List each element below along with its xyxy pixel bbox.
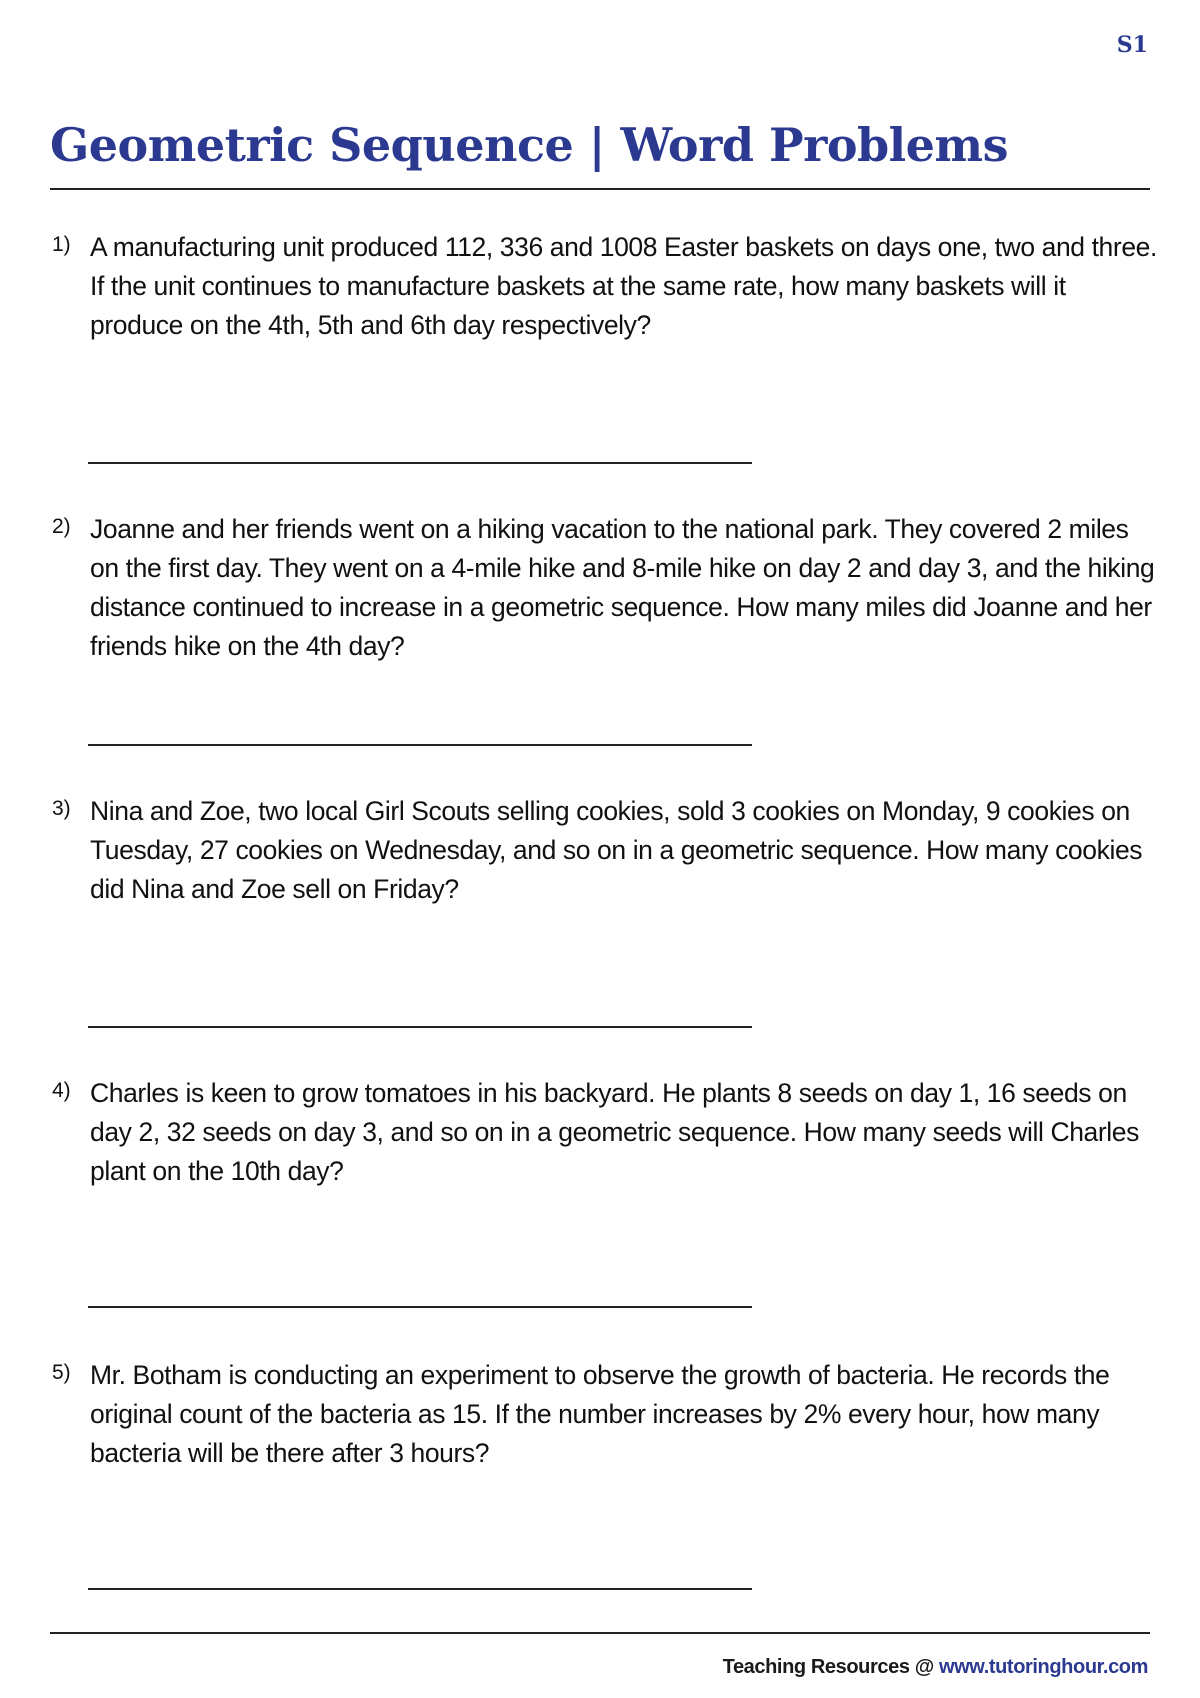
problem-number: 5) [52,1361,71,1384]
answer-line-1[interactable] [88,462,752,464]
problem-number: 3) [52,797,71,820]
answer-line-2[interactable] [88,744,752,746]
title-divider [50,188,1150,190]
answer-line-5[interactable] [88,1588,752,1590]
problem-2 [52,510,1160,666]
sheet-code: S1 [1116,32,1148,58]
problem-text: Charles is keen to grow tomatoes in his backyard. He plants 8 seeds on day 1, 16 seeds on day 2, 32 seeds on day 3, and so on in a geometric sequence. How many seeds will Charles plant on the 10th day? [90,1078,1139,1186]
footer-lead: Teaching Resources @ [722,1656,939,1678]
problem-4 [52,1074,1160,1191]
problem-number: 2) [52,515,71,538]
answer-line-4[interactable] [88,1306,752,1308]
problem-text: Joanne and her friends went on a hiking vacation to the national park. They covered 2 miles on the first day. They went on a 4-mile hike and 8-mile hike on day 2 and day 3, and the hiking distance continued to increase in a geometric sequence. How many miles did Joanne and her friends hike on the 4th day? [90,514,1155,661]
problem-number: 1) [52,233,71,256]
problem-5 [52,1356,1160,1473]
footer [723,1656,1148,1679]
footer-divider [50,1632,1150,1634]
problem-1 [52,228,1160,345]
problem-text: Mr. Botham is conducting an experiment to observe the growth of bacteria. He records the original count of the bacteria as 15. If the number increases by 2% every hour, how many bacteria will be there after 3 hours? [90,1360,1110,1468]
problem-number: 4) [52,1079,71,1102]
answer-line-3[interactable] [88,1026,752,1028]
problem-text: Nina and Zoe, two local Girl Scouts selling cookies, sold 3 cookies on Monday, 9 cookies on Tuesday, 27 cookies on Wednesday, and so on in a geometric sequence. How many cookies did Nina and Zoe sell on Friday? [90,796,1143,904]
footer-link[interactable]: www.tutoringhour.com [938,1656,1148,1678]
problem-3 [52,792,1160,909]
problem-text: A manufacturing unit produced 112, 336 and 1008 Easter baskets on days one, two and three. If the unit continues to manufacture baskets at the same rate, how many baskets will it produce on the 4th, 5th and 6th day respectively? [90,232,1157,340]
page-title: Geometric Sequence | Word Problems [50,118,1008,172]
